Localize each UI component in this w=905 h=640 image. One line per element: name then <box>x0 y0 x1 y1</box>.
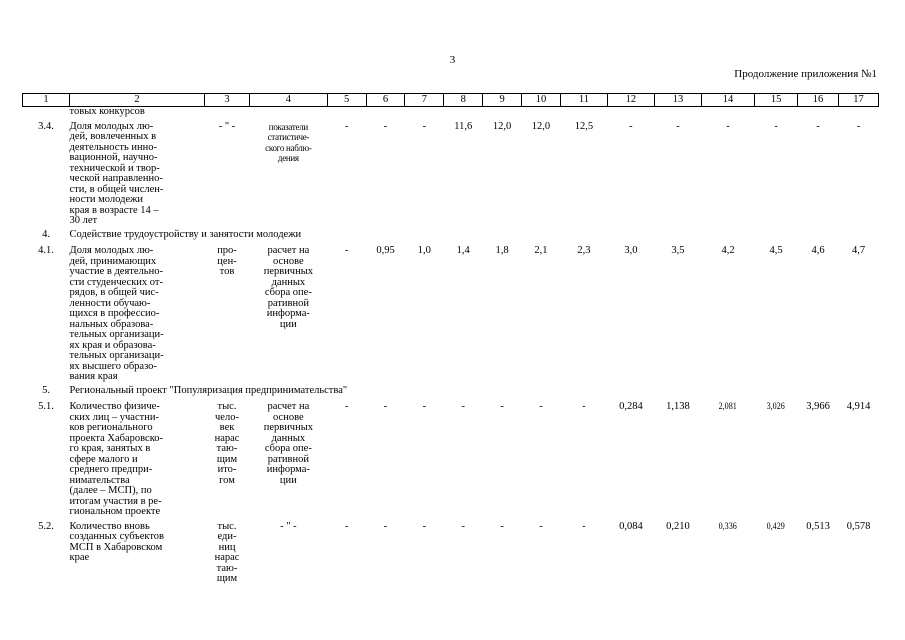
unit-text: тыс. еди- ниц нарас таю- щим <box>214 520 240 584</box>
source-cell <box>250 518 328 585</box>
indicator-name <box>70 118 205 227</box>
indicator-name <box>70 398 205 518</box>
empty-cells <box>205 107 879 118</box>
continuation-label: Продолжение приложения №1 <box>734 68 877 80</box>
value-cell <box>654 398 701 518</box>
value-text: 3,5 <box>671 245 685 256</box>
value-text: 4,6 <box>811 245 825 256</box>
value-text: 0,578 <box>846 520 871 532</box>
value-cell <box>405 398 444 518</box>
column-header-5: 5 <box>327 94 366 107</box>
value-cell <box>522 518 561 585</box>
value-cell <box>444 398 483 518</box>
value-text: 12,0 <box>492 120 512 132</box>
column-header-14: 14 <box>701 94 754 107</box>
value-cell <box>701 398 754 518</box>
section-row <box>23 227 879 243</box>
value-text: - <box>816 120 820 132</box>
page-number: 3 <box>449 54 456 66</box>
value-text: - <box>344 120 349 132</box>
value-text: - <box>774 120 778 132</box>
value-cell <box>701 518 754 585</box>
source-cell <box>250 398 328 518</box>
column-header-4: 4 <box>250 94 328 107</box>
value-cell <box>607 242 654 383</box>
value-text: - <box>383 120 388 132</box>
source-cell <box>250 242 328 383</box>
source-cell <box>250 118 328 227</box>
value-cell <box>798 242 839 383</box>
unit-cell <box>205 242 250 383</box>
unit-text: - " - <box>218 120 236 132</box>
indicator-name <box>70 107 205 118</box>
value-text: - <box>726 120 730 132</box>
value-text: 3,966 <box>806 401 830 412</box>
column-header-10: 10 <box>522 94 561 107</box>
value-cell <box>366 398 405 518</box>
column-header-16: 16 <box>798 94 839 107</box>
value-text: 4,7 <box>851 245 866 256</box>
unit-cell <box>205 398 250 518</box>
value-cell <box>798 398 839 518</box>
section-id: 5. <box>42 384 50 396</box>
value-text: - <box>344 520 349 532</box>
table-header <box>23 94 879 107</box>
value-text: - <box>422 120 427 132</box>
value-cell <box>798 518 839 585</box>
column-header-6: 6 <box>366 94 405 107</box>
value-cell <box>755 242 798 383</box>
value-text: 1,0 <box>417 245 431 256</box>
value-cell <box>701 242 754 383</box>
indicator-name-text: Количество физиче- ских лиц – участни- ков регионального проекта Хабаровско- го края, занятых в сфере малого и среднего предпри- нимательства (далее – МСП), по итогам участия в ре- гиональном проекте <box>69 401 164 517</box>
value-cell <box>366 118 405 227</box>
value-cell <box>327 242 366 383</box>
value-cell <box>607 398 654 518</box>
value-text: 0,284 <box>619 401 643 412</box>
section-id: 4. <box>42 228 50 240</box>
source-text: - " - <box>280 520 297 532</box>
section-row <box>23 383 879 399</box>
value-cell <box>607 518 654 585</box>
value-cell <box>327 398 366 518</box>
value-text: - <box>422 520 427 532</box>
value-text: 4,914 <box>846 401 871 412</box>
value-cell <box>755 118 798 227</box>
value-cell <box>839 242 879 383</box>
value-text: 12,0 <box>531 120 551 132</box>
column-header-7: 7 <box>405 94 444 107</box>
column-header-9: 9 <box>483 94 522 107</box>
value-cell <box>839 118 879 227</box>
value-cell <box>405 118 444 227</box>
value-text: - <box>856 120 861 132</box>
value-text: 3,0 <box>624 245 638 256</box>
value-cell <box>327 518 366 585</box>
value-cell <box>755 518 798 585</box>
value-text: - <box>539 520 543 532</box>
indicators-table <box>22 93 879 585</box>
value-text: 0,95 <box>376 245 395 256</box>
value-text: - <box>500 520 504 532</box>
value-cell <box>654 518 701 585</box>
value-text: 1,138 <box>666 401 690 412</box>
column-header-13: 13 <box>654 94 701 107</box>
table-row <box>23 398 879 518</box>
value-text: - <box>422 401 427 412</box>
value-cell <box>560 242 607 383</box>
value-cell <box>483 118 522 227</box>
source-text: расчет на основе первичных данных сбора опе- ративной информа- ции <box>263 245 314 330</box>
value-cell <box>560 518 607 585</box>
value-text: 0,210 <box>666 520 690 532</box>
value-text: - <box>461 401 465 412</box>
unit-text: про- цен- тов <box>217 245 237 277</box>
value-text: - <box>500 401 504 412</box>
value-cell <box>798 118 839 227</box>
value-cell <box>405 518 444 585</box>
unit-cell <box>205 518 250 585</box>
value-text: - <box>383 401 388 412</box>
unit-cell <box>205 118 250 227</box>
row-id: 5.2. <box>38 520 54 532</box>
column-header-17: 17 <box>839 94 879 107</box>
column-header-8: 8 <box>444 94 483 107</box>
value-text: 0,084 <box>619 520 643 532</box>
header-row <box>23 94 879 107</box>
value-text: 4,2 <box>721 245 735 256</box>
value-cell <box>654 242 701 383</box>
value-text: - <box>344 401 349 412</box>
source-text: показатели статистиче- ского наблю- дения <box>265 121 312 163</box>
table-row <box>23 242 879 383</box>
value-text: - <box>582 520 586 532</box>
value-cell <box>366 242 405 383</box>
source-text: расчет на основе первичных данных сбора опе- ративной информа- ции <box>263 401 314 486</box>
value-cell <box>483 518 522 585</box>
value-cell <box>405 242 444 383</box>
column-header-11: 11 <box>560 94 607 107</box>
row-id <box>23 107 70 118</box>
value-text: - <box>383 520 388 532</box>
value-text: 0,513 <box>806 520 830 532</box>
indicator-name-text: Доля молодых лю- дей, принимающих участие в деятельно- сти студенческих от- рядов, в общей чис- ленности обучаю- щихся в профессио- нальных образова- тельных организаци- ях края и образова- тельных организаци- ях высшего образо- вания края <box>69 245 164 382</box>
value-text: - <box>629 120 633 132</box>
value-text: 2,081 <box>718 402 738 412</box>
table-body <box>23 107 879 585</box>
value-cell <box>654 118 701 227</box>
value-cell <box>839 398 879 518</box>
value-cell <box>444 118 483 227</box>
column-header-12: 12 <box>607 94 654 107</box>
value-text: - <box>539 401 543 412</box>
value-cell <box>560 398 607 518</box>
value-text: 0,429 <box>767 521 786 532</box>
value-text: 1,4 <box>456 245 470 256</box>
value-cell <box>607 118 654 227</box>
value-cell <box>444 242 483 383</box>
value-cell <box>483 242 522 383</box>
value-text: 1,8 <box>495 245 509 256</box>
table-row <box>23 118 879 227</box>
value-cell <box>327 118 366 227</box>
value-text: - <box>676 120 680 132</box>
value-text: 11,6 <box>454 120 473 132</box>
value-cell <box>522 398 561 518</box>
row-id: 4.1. <box>38 245 54 256</box>
indicator-name <box>70 242 205 383</box>
value-cell <box>366 518 405 585</box>
value-cell <box>839 518 879 585</box>
value-cell <box>444 518 483 585</box>
value-text: 12,5 <box>574 120 594 132</box>
value-cell <box>701 118 754 227</box>
value-cell <box>560 118 607 227</box>
value-text: - <box>582 401 586 412</box>
value-text: 2,3 <box>577 245 591 256</box>
column-header-2: 2 <box>70 94 205 107</box>
unit-text: тыс. чело- век нарас таю- щим ито- гом <box>214 401 240 486</box>
indicator-name-text: Количество вновь созданных субъектов МСП в Хабаровском крае <box>69 520 164 563</box>
indicator-name <box>70 518 205 585</box>
value-cell <box>755 398 798 518</box>
section-title: Региональный проект "Популяризация предпринимательства" <box>69 384 348 396</box>
value-cell <box>483 398 522 518</box>
column-header-1: 1 <box>23 94 70 107</box>
row-id: 3.4. <box>38 120 54 132</box>
column-header-3: 3 <box>205 94 250 107</box>
table-row <box>23 518 879 585</box>
section-title: Содействие трудоустройству и занятости молодежи <box>69 228 302 240</box>
indicator-name-text: Доля молодых лю- дей, вовлеченных в деятельность инно- вационной, научно- технической и твор- ческой направленно- сти, в общей числен- ности молодежи края в возрасте 14 – 30 лет <box>69 120 164 226</box>
value-text: 3,026 <box>767 402 786 412</box>
value-text: - <box>344 245 349 256</box>
row-id: 5.1. <box>38 401 54 412</box>
indicator-name-text: товых конкурсов <box>69 106 145 117</box>
column-header-15: 15 <box>755 94 798 107</box>
value-text: 0,336 <box>718 521 738 532</box>
value-cell <box>522 118 561 227</box>
value-text: - <box>461 520 465 532</box>
table-row <box>23 107 879 118</box>
value-cell <box>522 242 561 383</box>
value-text: 2,1 <box>534 245 548 256</box>
value-text: 4,5 <box>769 245 783 256</box>
